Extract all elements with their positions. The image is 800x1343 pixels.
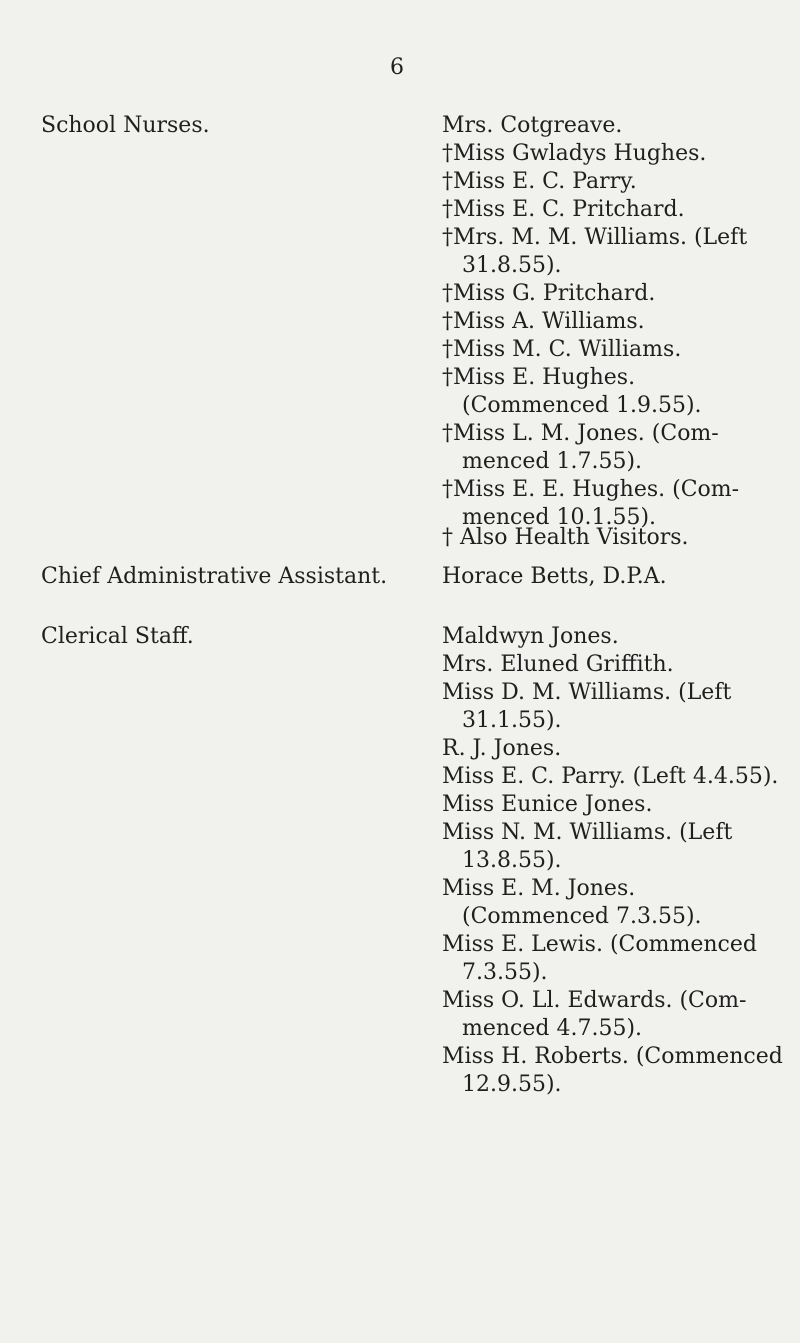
list-item: †Miss A. Williams. [442,309,645,334]
list-item: †Miss Gwladys Hughes. [442,141,707,166]
list-item: Miss O. Ll. Edwards. (Com- menced 4.7.55). [442,988,747,1041]
chief-admin-list [442,563,787,591]
list-item: †Miss G. Pritchard. [442,281,656,306]
chief-admin-heading: Chief Administrative Assistant. [41,564,388,589]
list-item: †Miss E. Hughes. (Commenced 1.9.55). [442,365,702,418]
clerical-staff-heading: Clerical Staff. [41,624,194,649]
clerical-staff-list [442,623,787,1099]
list-item: Miss H. Roberts. (Commenced 12.9.55). [442,1044,783,1097]
list-item: Maldwyn Jones. [442,624,619,649]
list-item: Miss Eunice Jones. [442,792,653,817]
list-item: †Miss L. M. Jones. (Com- menced 1.7.55). [442,421,719,474]
list-item: Miss E. Lewis. (Commenced 7.3.55). [442,932,757,985]
list-item: †Miss E. C. Parry. [442,169,637,194]
list-item: †Mrs. M. M. Williams. (Left 31.8.55). [442,225,748,278]
list-item: Miss N. M. Williams. (Left 13.8.55). [442,820,733,873]
school-nurses-heading: School Nurses. [41,113,210,138]
list-item: †Miss E. E. Hughes. (Com- menced 10.1.55). [442,477,740,530]
health-visitors-footnote: † Also Health Visitors. [442,525,689,550]
page-number: 6 [390,55,404,80]
list-item: †Miss E. C. Pritchard. [442,197,685,222]
list-item: Miss E. M. Jones. (Commenced 7.3.55). [442,876,702,929]
list-item: Horace Betts, D.P.A. [442,564,667,589]
list-item: R. J. Jones. [442,736,562,761]
list-item: Miss D. M. Williams. (Left 31.1.55). [442,680,732,733]
list-item: Mrs. Eluned Griffith. [442,652,674,677]
list-item: Mrs. Cotgreave. [442,113,623,138]
list-item: Miss E. C. Parry. (Left 4.4.55). [442,764,779,789]
school-nurses-list [442,112,787,532]
list-item: †Miss M. C. Williams. [442,337,682,362]
